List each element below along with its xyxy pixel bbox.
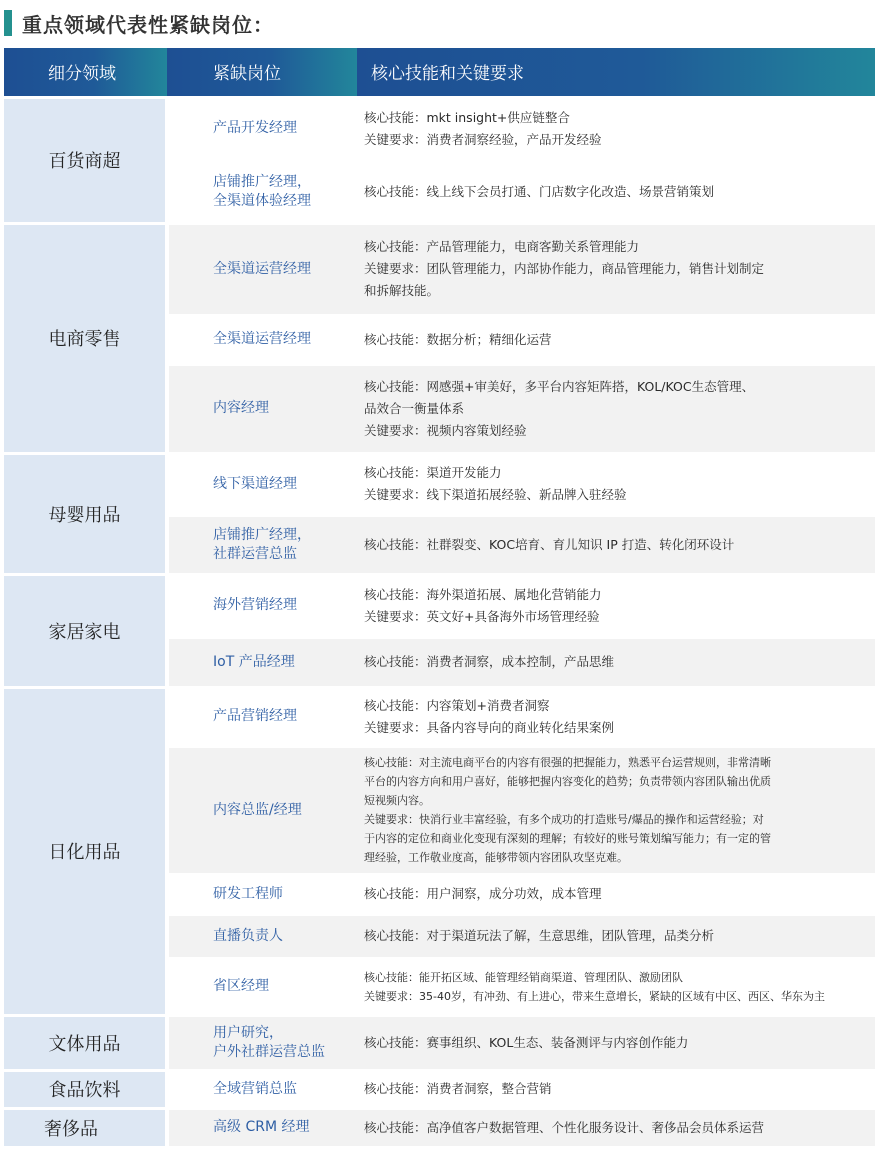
domain-cell: 家居家电 <box>4 574 167 687</box>
domain-cell: 日化用品 <box>4 687 167 1015</box>
role-cell <box>167 1015 357 1070</box>
role-line: 全域营销总监 <box>213 1080 297 1097</box>
role-cell <box>167 914 357 958</box>
domain-cell: 母婴用品 <box>4 453 167 574</box>
requirement-cell <box>357 574 875 637</box>
requirement-line: 和拆解技能。 <box>364 283 440 298</box>
requirement-cell <box>357 746 875 874</box>
requirement-line: 品效合一衡量体系 <box>364 400 465 416</box>
role-line: 用户研究， <box>213 1024 283 1041</box>
requirement-line: 关键要求：视频内容策划经验 <box>364 422 527 438</box>
requirement-line: 核心技能：消费者洞察，成本控制，产品思维 <box>364 654 615 669</box>
requirement-line: 核心技能：赛事组织、KOL生态、装备测评与内容创作能力 <box>364 1034 689 1050</box>
requirement-line: 核心技能：网感强+审美好，多平台内容矩阵搭，KOL/KOC生态管理、 <box>364 378 755 394</box>
role-cell <box>167 746 357 874</box>
requirement-line: 核心技能：用户洞察，成分功效，成本管理 <box>364 886 602 901</box>
requirement-line: 关键要求：团队管理能力，内部协作能力，商品管理能力，销售计划制定 <box>364 261 765 276</box>
role-line: 全渠道运营经理 <box>213 260 311 277</box>
role-cell <box>167 874 357 914</box>
role-cell <box>167 574 357 637</box>
table-row <box>4 687 875 746</box>
header-requirements: 核心技能和关键要求 <box>357 48 875 97</box>
role-line: 高级 CRM 经理 <box>213 1119 310 1136</box>
role-line: 研发工程师 <box>213 885 283 902</box>
requirement-line: 核心技能：产品管理能力，电商客勤关系管理能力 <box>364 239 640 254</box>
requirement-cell <box>357 160 875 223</box>
page-title-wrap <box>0 8 274 38</box>
requirement-line: 核心技能：能开拓区域、能管理经销商渠道、管理团队、激励团队 <box>364 970 683 984</box>
requirement-line: 核心技能：mkt insight+供应链整合 <box>364 109 570 125</box>
requirement-cell <box>357 453 875 515</box>
requirement-line: 关键要求：消费者洞察经验，产品开发经验 <box>364 131 602 147</box>
role-line: 产品营销经理 <box>213 708 297 724</box>
requirement-cell <box>357 958 875 1015</box>
requirement-line: 平台的内容方向和用户喜好，能够把握内容变化的趋势；负责带领内容团队输出优质 <box>364 775 771 788</box>
role-line: 省区经理 <box>213 978 269 994</box>
role-cell <box>167 1108 357 1146</box>
header-domain: 细分领域 <box>4 48 167 97</box>
requirement-line: 核心技能：渠道开发能力 <box>364 465 502 480</box>
requirement-line: 核心技能：线上线下会员打通、门店数字化改造、场景营销策划 <box>364 183 715 199</box>
requirement-cell <box>357 223 875 315</box>
table-row <box>4 97 875 160</box>
domain-cell: 食品饮料 <box>4 1070 167 1108</box>
table-row <box>4 574 875 637</box>
title-accent-bar <box>4 10 12 36</box>
requirement-cell <box>357 1108 875 1146</box>
role-line: 内容总监/经理 <box>213 801 302 818</box>
role-line: 内容经理 <box>213 400 269 416</box>
role-cell <box>167 160 357 223</box>
requirement-cell <box>357 97 875 160</box>
requirement-line: 核心技能：社群裂变、KOC培育、育儿知识 IP 打造、转化闭环设计 <box>364 536 735 552</box>
table-row <box>4 1015 875 1070</box>
role-cell <box>167 687 357 746</box>
requirement-line: 关键要求：英文好+具备海外市场管理经验 <box>364 608 600 624</box>
role-line: 户外社群运营总监 <box>213 1043 325 1060</box>
domain-cell: 奢侈品 <box>4 1108 167 1146</box>
role-cell <box>167 453 357 515</box>
requirement-line: 核心技能：对主流电商平台的内容有很强的把握能力，熟悉平台运营规则，非常清晰 <box>364 756 771 769</box>
requirement-line: 核心技能：数据分析；精细化运营 <box>364 331 552 347</box>
requirement-cell <box>357 315 875 364</box>
role-line: 店铺推广经理， <box>213 526 311 543</box>
role-line: 全渠道运营经理 <box>213 331 311 347</box>
role-cell <box>167 364 357 453</box>
table-row <box>4 1070 875 1108</box>
domain-cell: 电商零售 <box>4 223 167 453</box>
page-title: 重点领域代表性紧缺岗位： <box>22 12 274 37</box>
role-line: 直播负责人 <box>213 927 283 944</box>
role-cell <box>167 958 357 1015</box>
requirement-line: 核心技能：海外渠道拓展、属地化营销能力 <box>364 586 602 602</box>
domain-cell: 百货商超 <box>4 97 167 223</box>
requirement-line: 关键要求：线下渠道拓展经验、新品牌入驻经验 <box>364 487 627 502</box>
requirement-line: 核心技能：高净值客户数据管理、个性化服务设计、奢侈品会员体系运营 <box>364 1119 765 1135</box>
requirement-line: 核心技能：内容策划+消费者洞察 <box>364 697 550 713</box>
requirement-cell <box>357 1015 875 1070</box>
requirement-line: 关键要求：35-40岁，有冲劲、有上进心，带来生意增长，紧缺的区域有中区、西区、华东为主 <box>364 989 825 1003</box>
role-line: 产品开发经理 <box>213 120 297 136</box>
requirement-cell <box>357 914 875 958</box>
requirement-cell <box>357 637 875 687</box>
role-line: 全渠道体验经理 <box>213 192 311 209</box>
shortage-positions-table <box>4 48 875 1146</box>
role-line: 线下渠道经理 <box>213 475 297 492</box>
role-cell <box>167 97 357 160</box>
domain-cell: 文体用品 <box>4 1015 167 1070</box>
table-row <box>4 1108 875 1146</box>
table-row <box>4 223 875 315</box>
requirement-cell <box>357 515 875 574</box>
requirement-cell <box>357 1070 875 1108</box>
role-line: 社群运营总监 <box>213 545 297 562</box>
role-cell <box>167 223 357 315</box>
requirement-line: 关键要求：具备内容导向的商业转化结果案例 <box>364 719 615 735</box>
requirement-line: 核心技能：消费者洞察，整合营销 <box>364 1081 552 1096</box>
role-line: IoT 产品经理 <box>213 653 295 670</box>
header-role: 紧缺岗位 <box>167 48 357 97</box>
requirement-line: 理经验，工作敬业度高，能够带领内容团队攻坚克难。 <box>364 851 628 864</box>
requirement-cell <box>357 364 875 453</box>
role-cell <box>167 515 357 574</box>
role-cell <box>167 637 357 687</box>
role-cell <box>167 315 357 364</box>
role-line: 海外营销经理 <box>213 597 297 613</box>
requirement-cell <box>357 874 875 914</box>
table-header-row <box>4 48 875 97</box>
role-line: 店铺推广经理， <box>213 173 311 190</box>
role-cell <box>167 1070 357 1108</box>
requirement-line: 于内容的定位和商业化变现有深刻的理解；有较好的账号策划编写能力；有一定的管 <box>364 832 771 845</box>
requirement-line: 短视频内容。 <box>364 794 430 807</box>
requirement-line: 核心技能：对于渠道玩法了解，生意思维，团队管理，品类分析 <box>364 928 715 943</box>
requirement-cell <box>357 687 875 746</box>
table-row <box>4 453 875 515</box>
requirement-line: 关键要求：快消行业丰富经验，有多个成功的打造账号/爆品的操作和运营经验；对 <box>364 813 764 826</box>
